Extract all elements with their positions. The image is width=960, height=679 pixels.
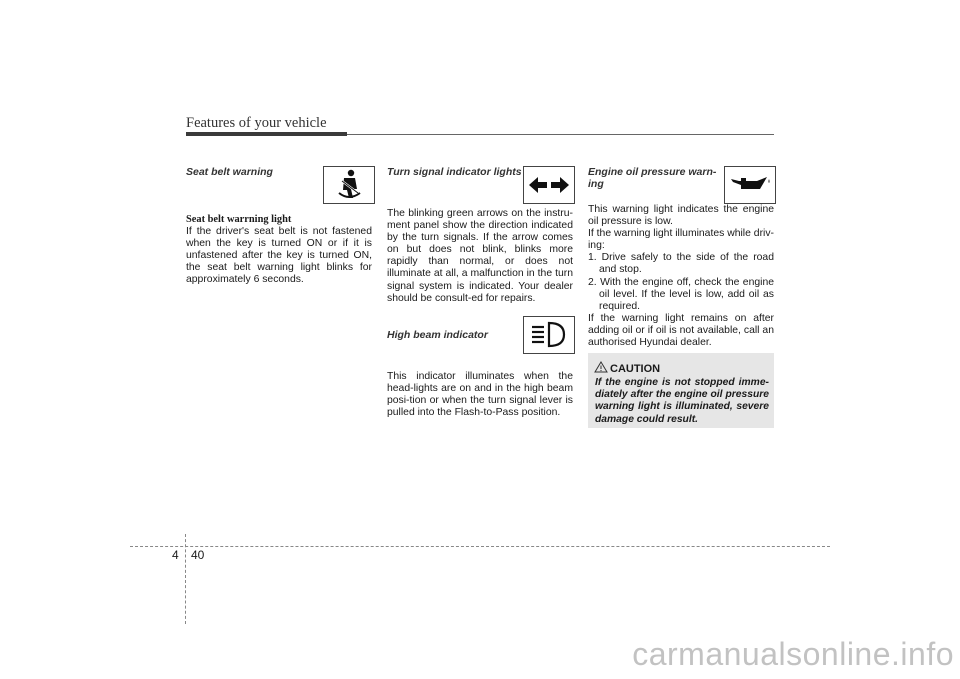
high-beam-title: High beam indicator	[387, 328, 488, 341]
footer-divider	[130, 546, 830, 547]
seat-belt-icon	[323, 166, 375, 204]
watermark-text: carmanualsonline.info	[632, 636, 954, 672]
oil-can-icon	[724, 166, 776, 204]
page-header-title: Features of your vehicle	[186, 115, 327, 131]
header-rule-thin	[347, 134, 774, 135]
chapter-number: 4	[172, 548, 179, 562]
header-rule-thick	[186, 132, 347, 136]
oil-pressure-intro2: If the warning light illuminates while driv-ing:	[588, 228, 774, 252]
turn-signal-arrows-icon	[523, 166, 575, 204]
oil-pressure-step-2: 2. With the engine off, check the engine oil level. If the level is low, add oil as required.	[588, 276, 774, 312]
turn-signal-title: Turn signal indicator lights	[387, 166, 522, 178]
seat-belt-body: If the driver's seat belt is not fastened when the key is turned ON or if it is unfastened after the key is turned ON, the seat belt warning light blinks for approximately 6 seconds.	[186, 226, 372, 286]
caution-box	[588, 353, 774, 428]
seat-belt-title: Seat belt warning	[186, 166, 273, 178]
footer-vertical-divider	[185, 534, 186, 624]
oil-pressure-step-1: 1. Drive safely to the side of the road and stop.	[588, 252, 774, 276]
oil-pressure-outro: If the warning light remains on after adding oil or if oil is not available, call an authorised Hyundai dealer.	[588, 312, 774, 349]
seat-belt-subtitle: Seat belt warrning light	[186, 214, 292, 225]
warning-triangle-icon	[594, 361, 608, 373]
high-beam-body: This indicator illuminates when the head-lights are on and in the high beam posi-tion or when the turn signal lever is pulled into the Flash-to-Pass position.	[387, 370, 573, 419]
oil-pressure-intro: This warning light indicates the engine oil pressure is low.	[588, 204, 774, 228]
turn-signal-body: The blinking green arrows on the instru-ment panel show the direction indicated by the turn signals. If the arrow comes on but does not blink, blinks more rapidly than normal, or does not illuminate at all, a malfunction in the turn signal system is indicated. Your dealer should be consult-ed for repairs.	[387, 208, 573, 304]
caution-text: If the engine is not stopped imme-diately after the engine oil pressure warning light is illuminated, severe damage could result.	[595, 377, 769, 425]
oil-pressure-title-line1: Engine oil pressure warn-	[588, 166, 717, 178]
page-number: 40	[191, 548, 205, 562]
oil-pressure-title-line2: ing	[588, 178, 604, 190]
caution-label: CAUTION	[610, 363, 661, 375]
high-beam-icon	[523, 316, 575, 354]
